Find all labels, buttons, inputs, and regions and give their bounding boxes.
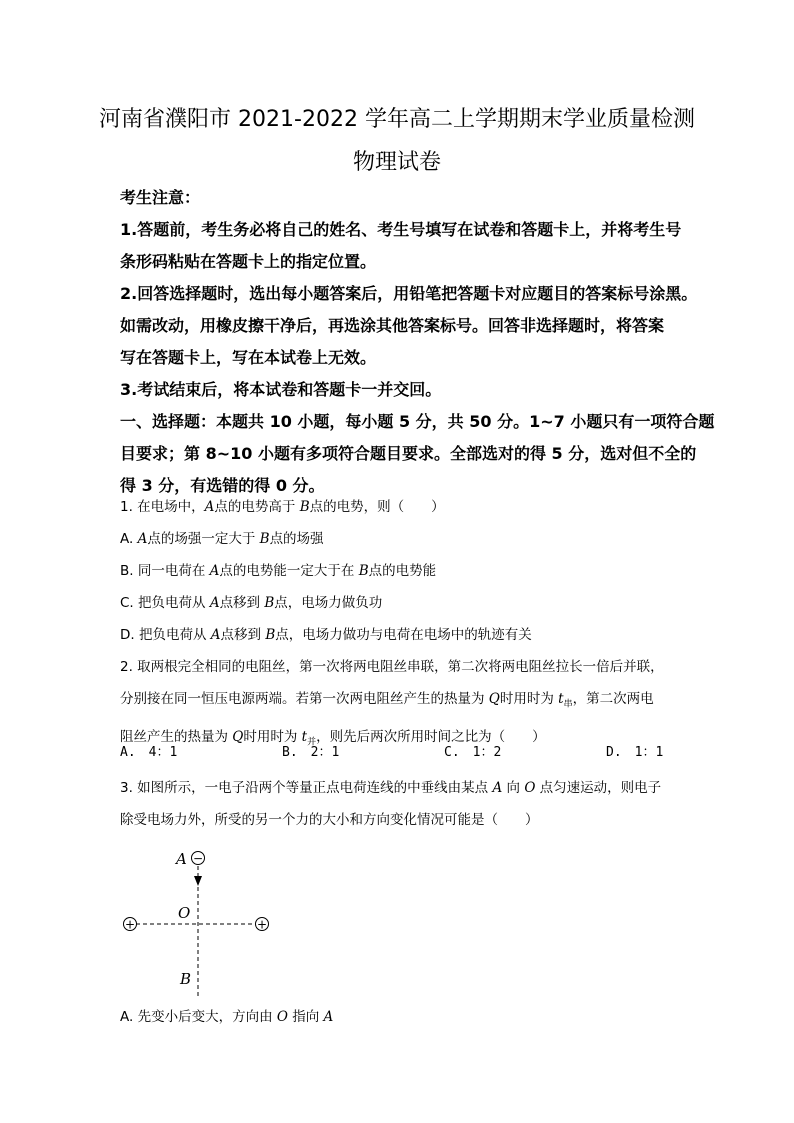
question-3-line-2: 除受电场力外，所受的另一个力的大小和方向变化情况可能是（ ）: [120, 812, 539, 828]
question-2-option-c: C. 1：2: [444, 745, 502, 760]
question-2-line-1: 2. 取两根完全相同的电阻丝，第一次将两电阻丝串联，第二次将两电阻丝拉长一倍后并联，: [120, 659, 664, 675]
notice-item-2-line-1: 2.回答选择题时，选出每小题答案后，用铅笔把答题卡对应题目的答案标号涂黑。: [120, 284, 698, 303]
svg-text:−: −: [192, 851, 204, 866]
svg-text:+: +: [124, 917, 136, 932]
question-1-option-a: A. A点的场强一定大于 B点的场强: [120, 531, 324, 547]
section-1-line-3: 得 3 分，有选错的得 0 分。: [120, 476, 325, 495]
notice-item-2-line-3: 写在答题卡上，写在本试卷上无效。: [120, 348, 377, 367]
question-2-option-d: D. 1：1: [606, 745, 664, 760]
question-1-option-c: C. 把负电荷从 A点移到 B点，电场力做负功: [120, 595, 383, 611]
section-1-line-1: 一、选择题：本题共 10 小题，每小题 5 分，共 50 分。1~7 小题只有一项符合题: [120, 412, 715, 431]
notice-item-2-line-2: 如需改动，用橡皮擦干净后，再选涂其他答案标号。回答非选择题时，将答案: [120, 316, 665, 335]
exam-subtitle: 物理试卷: [352, 150, 441, 175]
question-3-option-a: A. 先变小后变大，方向由 O 指向 A: [120, 1009, 334, 1025]
question-3: [120, 772, 680, 836]
charge-diagram: [120, 842, 290, 1002]
section-1-line-2: 目要求；第 8~10 小题有多项符合题目要求。全部选对的得 5 分，选对但不全的: [120, 444, 697, 463]
notice-item-3: 3.考试结束后，将本试卷和答题卡一并交回。: [120, 380, 442, 399]
label-a: A: [176, 850, 187, 868]
notice-heading: 考生注意：: [120, 188, 201, 207]
question-1: [120, 491, 680, 758]
question-2-option-b: B. 2：1: [282, 745, 340, 760]
question-2-line-2: 分别接在同一恒压电源两端。若第一次两电阻丝产生的热量为 Q时用时为 $t_串$，第二次两电: [120, 691, 654, 710]
question-3-line-1: 3. 如图所示，一电子沿两个等量正点电荷连线的中垂线由某点 A 向 O 点匀速运动，则电子: [120, 780, 662, 796]
label-o: O: [178, 904, 191, 922]
question-1-option-d: D. 把负电荷从 A点移到 B点，电场力做功与电荷在电场中的轨迹有关: [120, 627, 532, 643]
notice-block: [120, 182, 715, 502]
question-1-stem: 1. 在电场中，A点的电势高于 B点的电势，则（ ）: [120, 499, 445, 515]
exam-title: 河南省濮阳市 2021-2022 学年高二上学期期末学业质量检测: [99, 107, 695, 132]
notice-item-1-line-1: 1.答题前，考生务必将自己的姓名、考生号填写在试卷和答题卡上，并将考生号: [120, 220, 682, 239]
notice-item-1-line-2: 条形码粘贴在答题卡上的指定位置。: [120, 252, 377, 271]
motion-arrow: [194, 876, 202, 886]
svg-text:+: +: [256, 917, 268, 932]
question-1-option-b: B. 同一电荷在 A点的电势能一定大于在 B点的电势能: [120, 563, 437, 579]
question-2-line-3: 阻丝产生的热量为 Q时用时为 $t_并$，则先后两次所用时间之比为（ ）: [120, 728, 546, 748]
label-b: B: [180, 970, 192, 988]
question-2-option-a: A. 4：1: [120, 745, 178, 760]
